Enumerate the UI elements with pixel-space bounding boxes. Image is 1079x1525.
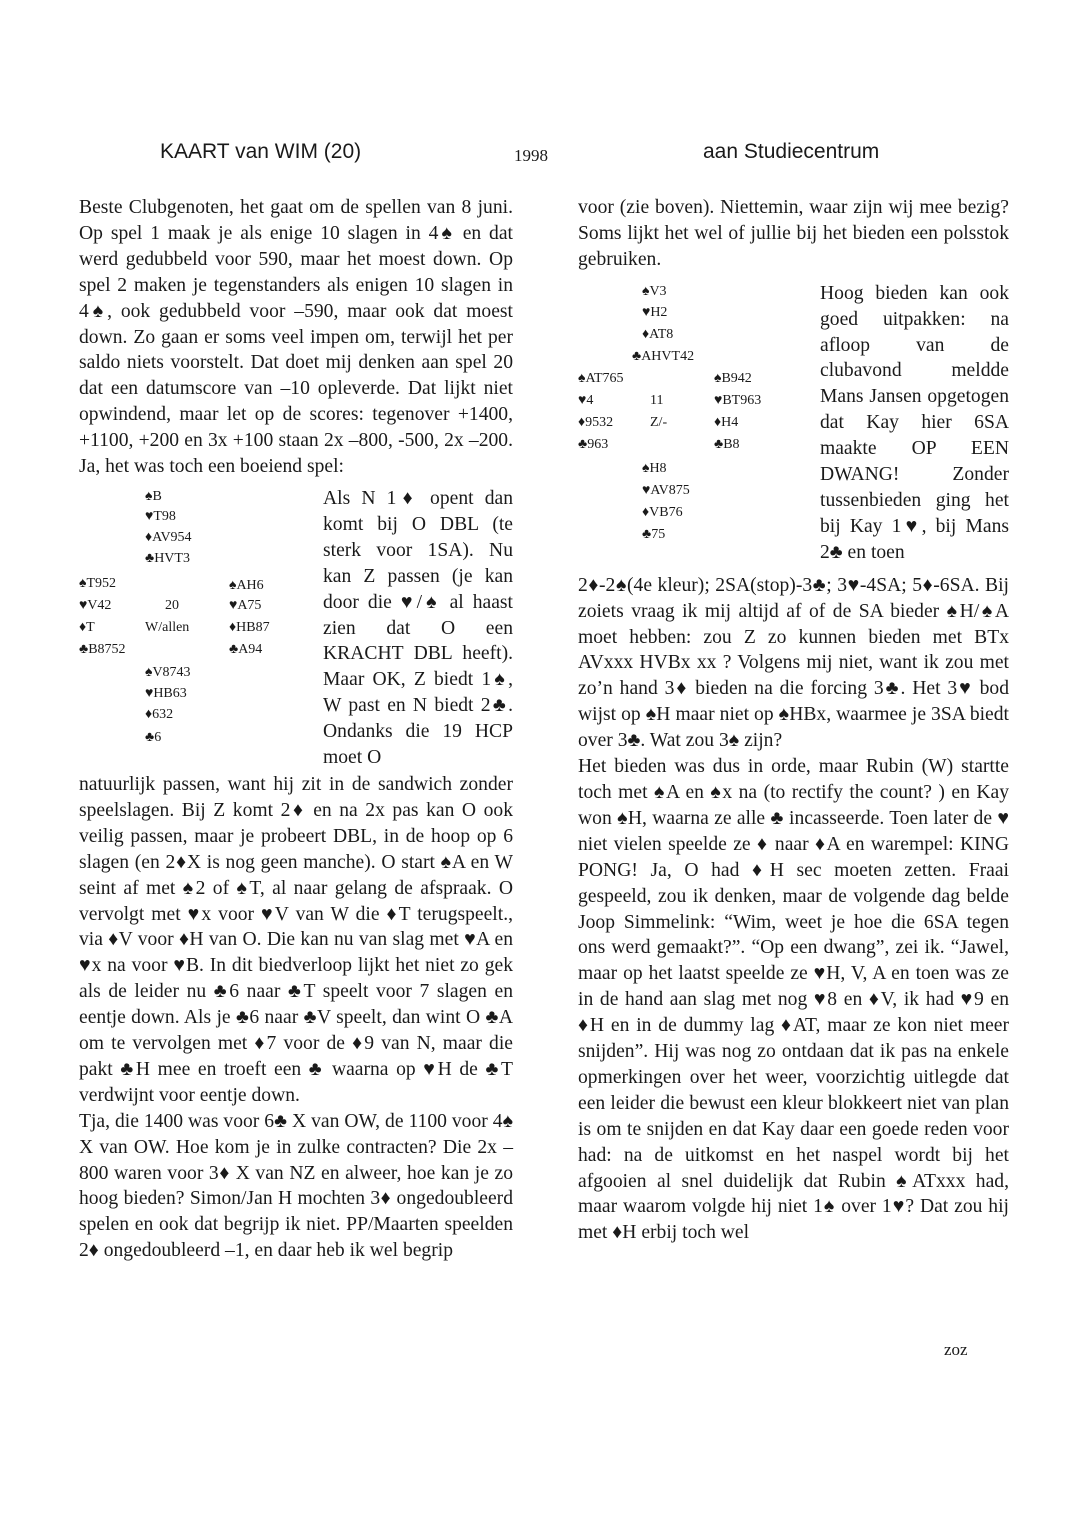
west-clubs: ♣B8752 xyxy=(79,641,126,657)
east-spades: ♠AH6 xyxy=(229,577,264,593)
west-clubs: ♣963 xyxy=(578,436,609,452)
dealer-vulnerability: Z/- xyxy=(650,414,668,430)
page-turn-note: zoz xyxy=(944,1340,968,1359)
deal-diagram-2 xyxy=(578,281,816,571)
left-para-1: Beste Clubgenoten, het gaat om de spellen van 8 juni. Op spel 1 maak je als enige 10 slagen in 4♠ en dat werd gedubbeld voor 590, maar het moest down. Op spel 2 maken je tegenstanders als enigen 10 slagen in 4♠, ook gedubbeld voor –590, maar ook dat moest down. Zo gaan er soms veel impen om, terwijl het per saldo niets voorstelt. Dat doet mij denken aan spel 20 dat een datumscore van –10 opleverde. Dat lijkt niet opwindend, maar let op de scores: tegenover +1400, +1100, +200 en 3x +100 staan 2x –800, -500, 2x –200. Ja, het was toch een boeiend spel: xyxy=(79,197,513,478)
south-hearts: ♥HB63 xyxy=(145,685,187,701)
north-spades: ♠V3 xyxy=(642,283,667,299)
deal-block-1 xyxy=(79,486,513,772)
east-diamonds: ♦H4 xyxy=(714,414,739,430)
south-diamonds: ♦632 xyxy=(145,706,174,722)
right-column xyxy=(578,195,1009,1246)
right-para-2: 2♦-2♠(4e kleur); 2SA(stop)-3♣; 3♥-4SA; 5♦-6SA. Bij zoiets vraag ik mij altijd af of de SA bieder ♠H/♠A moet hebben: zou Z zo kunnen bieden met BTx AVxxx HVBx xx ? Volgens mij niet, want ik zou met zo’n hand 3♦ bieden na die forcing 3♣. Het 3♥ bod wijst op ♠H maar niet op ♠HBx, waarmee je 3SA biedt over 3♣. Wat zou 3♠ zijn? xyxy=(578,574,1009,752)
north-hearts: ♥H2 xyxy=(642,304,668,320)
north-diamonds: ♦AT8 xyxy=(642,326,674,342)
page-title: KAART van WIM (20) xyxy=(160,140,362,163)
west-spades: ♠AT765 xyxy=(578,370,624,386)
north-spades: ♠B xyxy=(145,488,162,504)
left-para-2: natuurlijk passen, want hij zit in de sandwich zonder speelslagen. Bij Z komt 2♦ en na 2x pas kan O ook veilig passen, maar je probeert DBL, in de hoop op 6 slagen (en 2♦X is nog geen manche). O start ♠A en W seint af met ♠2 of ♠T, al naar gelang de afspraak. O vervolgt met ♥x voor ♥V van W die ♦T terugspeelt., via ♦V voor ♦H van O. Die kan nu van slag met ♥A en ♥x na voor ♥B. In dit biedverloop lijkt het niet zo gek als de leider nu ♣6 naar ♣T speelt voor 7 slagen en eentje down. Als je ♣6 naar ♣V speelt, dan wint O ♣A om te vervolgen met ♦7 voor de ♦9 van N, maar die pakt ♣H mee en troeft een ♣ waarna op ♥H de ♣T verdwijnt voor eentje down. xyxy=(79,773,513,1106)
east-clubs: ♣B8 xyxy=(714,436,740,452)
left-column xyxy=(79,195,513,1264)
east-hearts: ♥A75 xyxy=(229,597,262,613)
north-clubs: ♣AHVT42 xyxy=(632,348,695,364)
west-diamonds: ♦T xyxy=(79,619,95,635)
east-clubs: ♣A94 xyxy=(229,641,263,657)
south-clubs: ♣6 xyxy=(145,729,162,745)
south-diamonds: ♦VB76 xyxy=(642,504,683,520)
right-wrap-text: Hoog bieden kan ook goed uitpakken: na afloop van de clubavond meldde Mans Jansen opgetogen dat Kay hier 6SA maakte OP EEN DWANG! Zonder tussenbieden ging het bij Kay 1♥, bij Mans 2♣ en toen xyxy=(820,282,1009,563)
left-wrap-text: Als N 1♦ opent dan komt bij O DBL (te sterk voor 1SA). Nu kan Z passen (je kan door die ♥/♠ al haast zien dat O een KRACHT DBL heeft). Maar OK, Z biedt 1♠, W past en N biedt 2♣. Ondanks die 19 HCP moet O xyxy=(323,487,513,769)
dealer-vulnerability: W/allen xyxy=(145,619,190,635)
east-diamonds: ♦HB87 xyxy=(229,619,270,635)
west-hearts: ♥V42 xyxy=(79,597,112,613)
deal-diagram-1 xyxy=(79,486,319,766)
year-label: 1998 xyxy=(514,146,548,165)
right-para-1: voor (zie boven). Niettemin, waar zijn wij mee bezig? Soms lijkt het wel of jullie bij het bieden een polsstok gebruiken. xyxy=(578,197,1009,270)
west-diamonds: ♦9532 xyxy=(578,414,614,430)
west-spades: ♠T952 xyxy=(79,575,116,591)
south-clubs: ♣75 xyxy=(642,526,666,542)
right-para-3: Het bieden was dus in orde, maar Rubin (W) startte toch met ♠A en ♠x na (to rectify the count? ) en Kay won ♠H, waarna ze alle ♣ incasseerde. Toen later de ♥ niet vielen speelde ze ♦ naar ♦A en warempel: KING PONG! Ja, O had ♦H sec moeten zetten. Fraai gespeeld, zou ik denken, maar de volgende dag belde Joop Simmelink: “Wim, weet je hoe die 6SA tegen ons werd gemaakt?”. “Op een dwang”, zei ik. “Jawel, maar op het laatst speelde ze ♥H, V, A en toen was ze in de hand aan slag met nog ♥8 en ♦V, ik had ♥9 en ♦H en in de dummy lag ♦AT, maar ze kon niet meer snijden”. Hij was nog zo ontdaan dat ik pas na enkele opmerkingen over het weer, voorzichtig uitlegde dat een leider die bewust een kleur blokkeert niet van plan is om te snijden en dat Kay daar een goede reden voor had: na de uitkomst en het naspel wordt bij het afgooien al snel duidelijk dat Rubin ♠ATxxx had, maar waarom volgde hij niet 1♠ over 1♥? Dat zou hij met ♦H erbij toch wel xyxy=(578,756,1009,1244)
header-right: aan Studiecentrum xyxy=(703,140,880,163)
north-diamonds: ♦AV954 xyxy=(145,529,192,545)
north-clubs: ♣HVT3 xyxy=(145,550,190,566)
south-spades: ♠V8743 xyxy=(145,664,191,680)
board-number: 11 xyxy=(650,392,664,408)
south-hearts: ♥AV875 xyxy=(642,482,690,498)
left-para-3: Tja, die 1400 was voor 6♣ X van OW, de 1100 voor 4♠ X van OW. Hoe kom je in zulke contracten? Die 2x –800 waren voor 3♦ X van NZ en alweer, hoe kan je zo hoog bieden? Simon/Jan H mochten 3♦ ongedoubleerd spelen en ook dat begrijp ik niet. PP/Maarten speelden 2♦ ongedoubleerd –1, en daar heb ik wel begrip xyxy=(79,1110,513,1262)
north-hearts: ♥T98 xyxy=(145,508,176,524)
board-number: 20 xyxy=(165,597,179,613)
east-hearts: ♥BT963 xyxy=(714,392,762,408)
east-spades: ♠B942 xyxy=(714,370,752,386)
west-hearts: ♥4 xyxy=(578,392,594,408)
south-spades: ♠H8 xyxy=(642,460,667,476)
deal-block-2 xyxy=(578,281,1009,573)
